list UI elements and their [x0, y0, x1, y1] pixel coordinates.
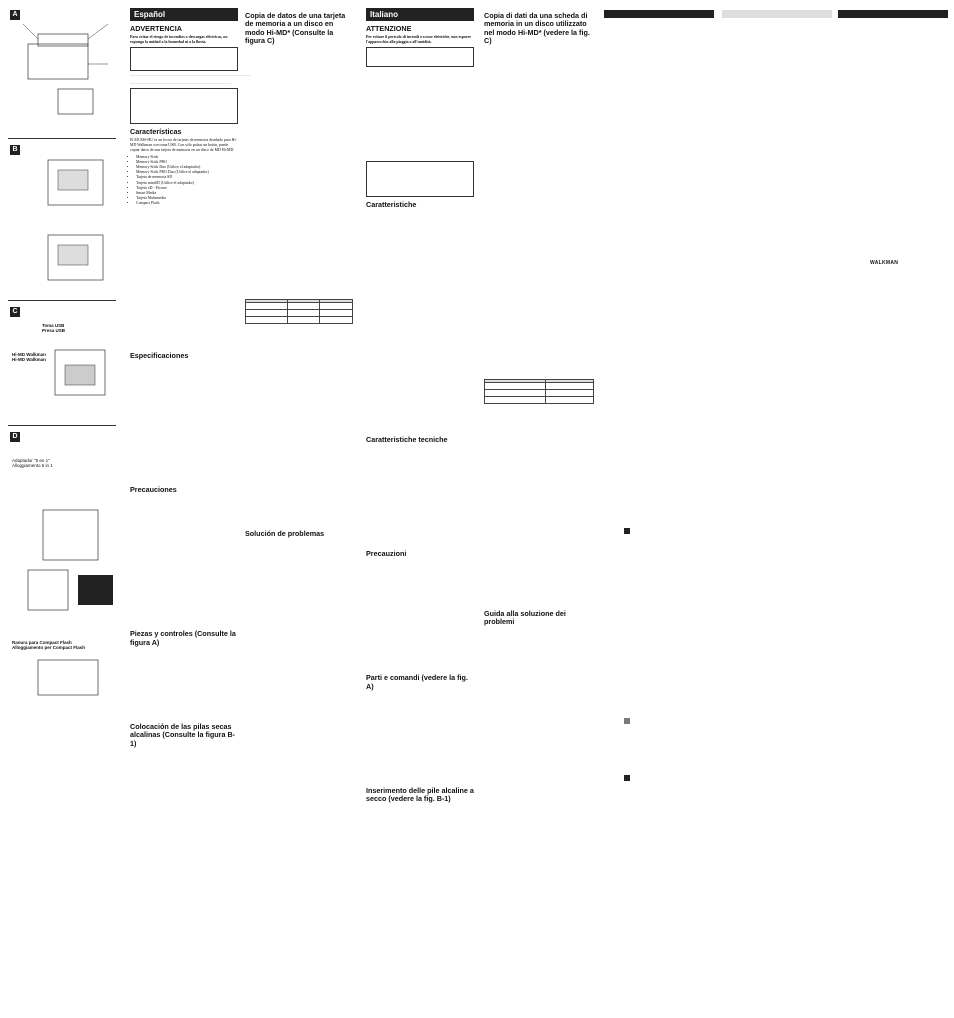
caracteristicas-text: El MCMS-HU es un lector de tarjetas de memoria diseñado para Hi-MD Walkman con toma USB. Con sólo pulsar un botón, puede copiar datos de una tarjeta de memoria en un disco de MD Hi-MD.	[130, 137, 237, 153]
spanish-header: Español	[130, 8, 238, 21]
especificaciones-title: Especificaciones	[130, 350, 189, 360]
adapter-label: Adaptador "5 en 1" Alloggiamento 5 in 1	[12, 458, 53, 468]
attenzione-title: ATTENZIONE	[366, 24, 412, 33]
italian-header: Italiano	[366, 8, 474, 21]
figure-d-drawing	[18, 500, 118, 630]
italian-column-2	[484, 8, 594, 629]
access-table-it	[484, 379, 594, 404]
figure-a-drawing	[18, 14, 118, 129]
figure-label-b: B	[10, 145, 20, 155]
walkman-logo: WALKMAN	[870, 260, 899, 266]
advertencia-text: Para evitar el riesgo de incendios o descargas eléctricas, no exponga la unidad a la humedad ni a la lluvia.	[130, 35, 228, 45]
attenzione-text: Per evitare il pericolo di incendi o scosse elettriche, non esporre l'apparecchio alla pioggia o all'umidità.	[366, 35, 471, 45]
pilas-title: Colocación de las pilas secas alcalinas (Consulte la figura B-1)	[130, 722, 236, 748]
caratteristiche-tec-title: Caratteristiche tecniche	[366, 434, 448, 444]
advertencia-title: ADVERTENCIA	[130, 24, 182, 33]
hi-md-walkman-label: Hi-MD Walkman Hi-MD Walkman	[12, 352, 46, 362]
caratteristiche-title: Caratteristiche	[366, 200, 417, 210]
piezas-title: Piezas y controles (Consulte la figura A)	[130, 629, 236, 647]
copia-title-es: Copia de datos de una tarjeta de memoria a un disco en modo Hi-MD* (Consulte la figura C)	[245, 11, 346, 45]
figure-label-c: C	[10, 307, 20, 317]
inserimento-title: Inserimento delle pile alcaline a secco (vedere la fig. B-1)	[366, 785, 474, 804]
solucion-title: Solución de problemas	[245, 529, 325, 539]
caracteristicas-title: Características	[130, 126, 182, 136]
precauciones-title: Precauciones	[130, 485, 177, 495]
italian-column	[366, 8, 474, 805]
guida-title: Guida alla soluzione dei problemi	[484, 609, 566, 627]
precauzioni-title: Precauzioni	[366, 549, 407, 558]
figure-label-d: D	[10, 432, 20, 442]
figure-b-drawing	[18, 150, 118, 300]
parti-title: Parti e comandi (vedere la fig. A)	[366, 673, 468, 691]
figure-label-a: A	[10, 10, 20, 20]
spanish-column: Español ADVERTENCIA Para evitar el riesgo de incendios o descargas eléctricas, no exponga la unidad a la humedad ni a la lluvia. ——————————————————————————————— —————————————————————————— Características El MCMS-HU es un lector de tarjetas de memoria diseñado para Hi-MD Walkman con toma USB. Con sólo pulsar un botón, puede copiar datos de una tarjeta de memoria en un disco de MD Hi-MD. • Memory Stick • Memory Stick PRO • Memory Stick Duo (Utilice el adaptador) • Memory Stick PRO Duo (Utilice el adaptador) • Tarjeta de memoria SD • Tarjeta miniSD (Utilice el adaptador) • Tarjeta xD - Picture • Smart Media • Tarjeta Multimedia • Compact Flash Especificaciones Precauciones Piezas y controles (Consulte la figura A) Colocación de las pilas secas alcalinas (Consulte la figura B-1)	[130, 8, 238, 750]
media-list: • Memory Stick • Memory Stick PRO • Memory Stick Duo (Utilice el adaptador) • Memory Stick PRO Duo (Utilice el adaptador) • Tarjeta de memoria SD • Tarjeta miniSD (Utilice el adaptador) • Tarjeta xD - Picture • Smart Media • Tarjeta Multimedia • Compact Flash	[130, 155, 238, 206]
spanish-column-2	[245, 8, 353, 540]
figure-d2-drawing	[18, 655, 118, 705]
compact-flash-label: Ranura para Compact Flash Alloggiamento per Compact Flash	[12, 640, 86, 650]
copia-title-it: Copia di dati da una scheda di memoria in un disco utilizzato nel modo Hi-MD* (vedere la fig. C)	[484, 11, 590, 45]
figure-c-drawing	[40, 340, 120, 420]
access-table-es	[245, 299, 353, 324]
usb-port-label: Toma USB Presa USB	[42, 323, 66, 333]
